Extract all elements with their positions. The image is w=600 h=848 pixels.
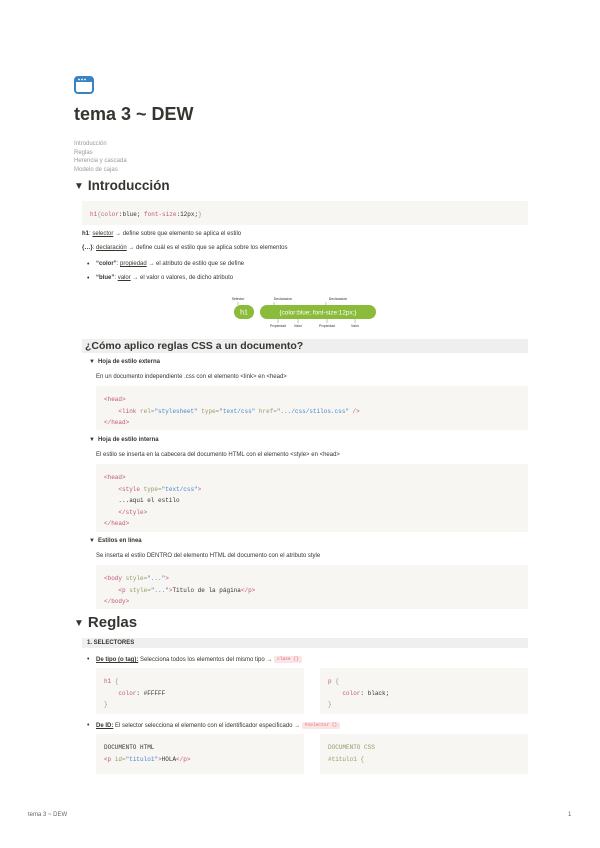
- diagram-label-propiedad-2: Propiedad: [319, 324, 335, 328]
- diagram-selector: h1: [240, 309, 248, 317]
- diagram-label-valor-1: Valor: [294, 324, 302, 328]
- diagram-rule: {color:blue; font-size:12px;}: [279, 309, 357, 317]
- footer-page-number: 1: [568, 812, 572, 818]
- desc-estilos-linea: Se inserta el estilo DENTRO del elemento HTML del documento con el atributo style: [96, 553, 321, 559]
- page-title: tema 3 ~ DEW: [74, 104, 194, 124]
- heading-como-aplico: ¿Cómo aplico reglas CSS a un documento?: [82, 339, 528, 353]
- code-block-interna: <head> <style type="text/css"> ...aqui el estilo </style> </head>: [96, 464, 528, 532]
- definition-declaracion: {…}: declaración → define cuál es el estilo que se aplica sobre los elementos: [82, 245, 288, 251]
- bullet-color: • “color”: propiedad → el atributo de estilo que se define: [96, 261, 244, 267]
- code-block-id-html: DOCUMENTO HTML <p id="titulo1">HOLA</p>: [96, 734, 304, 774]
- definition-selector: h1: selector → define sobre que elemento se aplica el estilo: [82, 231, 242, 237]
- css-rule-diagram: [228, 294, 380, 340]
- toggle-triangle-icon[interactable]: ▼: [74, 618, 84, 629]
- toc-link-introduccion[interactable]: Introducción: [74, 141, 107, 147]
- diagram-label-valor-2: Valor: [351, 324, 359, 328]
- code-block-inline: <body style="..."> <p style="...">Titulo de la página</p> </body>: [96, 565, 528, 609]
- diagram-label-selector: Selector: [231, 297, 245, 301]
- bullet-blue: • “blue”: valor → el valor o valores, de dicho atributo: [96, 275, 233, 281]
- code-block-intro: h1{color:blue; font-size:12px;}: [82, 201, 528, 225]
- inline-code-clase: clase {}: [274, 656, 302, 663]
- code-block-externa: <head> <link rel="stylesheet" type="text/css" href=".../css/stilos.css" /> </head>: [96, 386, 528, 430]
- bullet-de-id: • De ID: El selector selecciona el elemento con el identificador especificado → #selector {}: [96, 722, 340, 729]
- toc-link-herencia[interactable]: Herencia y cascada: [74, 158, 127, 165]
- toggle-triangle-icon[interactable]: ▼: [89, 359, 95, 365]
- heading-introduccion[interactable]: ▼ Introducción: [74, 178, 170, 193]
- toggle-hoja-externa[interactable]: ▼ Hoja de estilo externa: [89, 359, 160, 365]
- inline-code-selector: #selector {}: [302, 722, 340, 729]
- toggle-estilos-linea[interactable]: ▼ Estilos en línea: [89, 538, 142, 544]
- desc-hoja-externa: En un documento independiente .css con el elemento <link> en <head>: [96, 374, 287, 380]
- diagram-label-propiedad-1: Propiedad: [270, 324, 286, 328]
- footer-title: tema 3 ~ DEW: [28, 812, 68, 818]
- diagram-label-declaracion-2: Declaración: [328, 297, 348, 301]
- bullet-de-tipo: • De tipo (o tag): Selecciona todos los elementos del mismo tipo → clase {}: [96, 656, 302, 663]
- diagram-label-declaracion-1: Declaración: [273, 297, 293, 301]
- toggle-hoja-interna[interactable]: ▼ Hoja de estilo interna: [89, 437, 159, 443]
- toggle-triangle-icon[interactable]: ▼: [89, 538, 95, 544]
- table-of-contents: [74, 140, 127, 174]
- toggle-triangle-icon[interactable]: ▼: [74, 181, 84, 192]
- code-block-h1: h1 { color: #FFFFF }: [96, 668, 304, 714]
- toggle-triangle-icon[interactable]: ▼: [89, 437, 95, 443]
- toc-link-modelo-cajas[interactable]: Modelo de cajas: [74, 166, 118, 173]
- code-block-id-css: DOCUMENTO CSS #titulo1 {: [320, 734, 528, 774]
- code-block-p: p { color: black; }: [320, 668, 528, 714]
- desc-hoja-interna: El estilo se inserta en la cabecera del documento HTML con el elemento <style> en <head>: [96, 452, 340, 458]
- numbered-heading-selectores: 1. SELECTORES: [82, 638, 528, 648]
- toc-link-reglas[interactable]: Reglas: [74, 149, 93, 156]
- browser-window-icon: [74, 76, 94, 94]
- heading-reglas[interactable]: ▼ Reglas: [74, 614, 138, 631]
